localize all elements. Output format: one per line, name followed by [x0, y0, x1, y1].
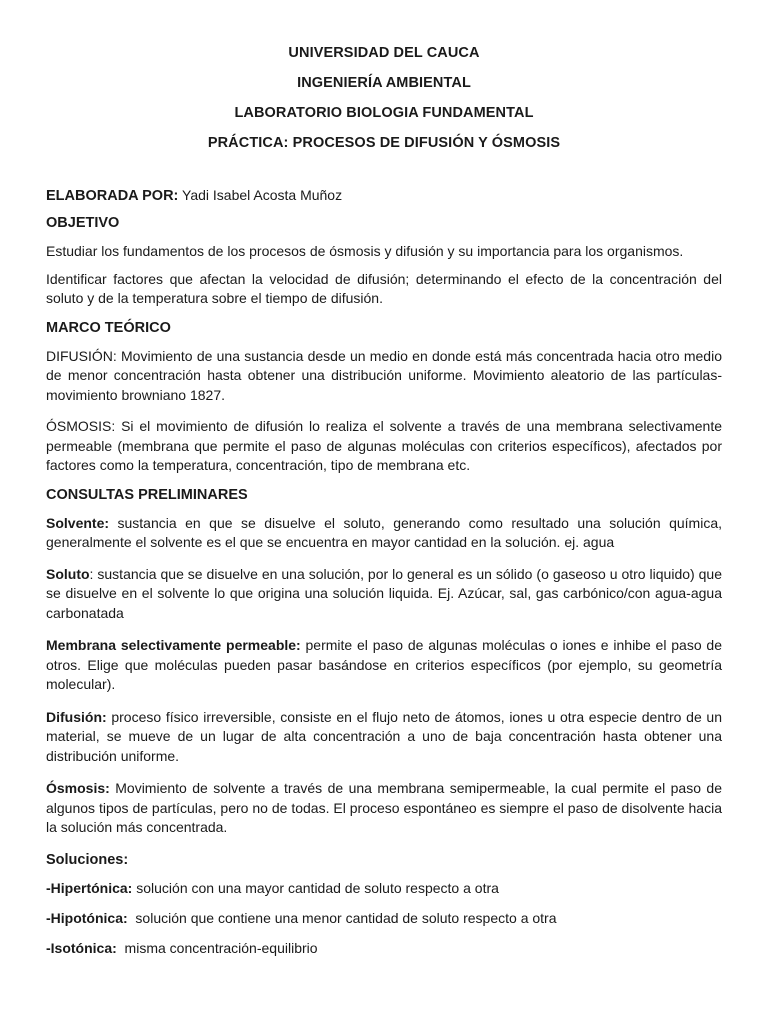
theory-paragraph-difusion: DIFUSIÓN: Movimiento de una sustancia desde un medio en donde está más concentrada hacia otro medio de menor concentración hasta obtener una distribución uniforme. Movimiento aleatorio de las partículas-movimiento browniano 1827. [46, 347, 722, 403]
lab-name: LABORATORIO BIOLOGIA FUNDAMENTAL [234, 105, 534, 121]
document-header [46, 44, 722, 152]
theory-paragraph-osmosis: ÓSMOSIS: Si el movimiento de difusión lo realiza el solvente a través de una membrana selectivamente permeable (membrana que permite el paso de algunas moléculas con criterios específicos), afectados por factores como la temperatura, concentración, tipo de membrana etc. [46, 418, 722, 473]
definition-term: Ósmosis: [46, 780, 110, 796]
objective-heading: OBJETIVO [46, 215, 120, 231]
solution-type-hipotonica [46, 909, 722, 928]
definition-term: Membrana selectivamente permeable: [46, 637, 301, 653]
solution-term: -Hipertónica: [46, 879, 133, 896]
definition-text: : sustancia que se disuelve en una solución, por lo general es un sólido (o gaseoso u otro liquido) que se disuelve en el solvente lo que origina una solución liquida. Ej. Azúcar, sal, gas carbónico/con agua-agua carbonatada [46, 565, 722, 621]
objective-paragraph-2: Identificar factores que afectan la velocidad de difusión; determinando el efecto de la concentración del soluto y de la temperatura sobre el tiempo de difusión. [46, 270, 722, 306]
objective-paragraph-1: Estudiar los fundamentos de los procesos de ósmosis y difusión y su importancia para los organismos. [46, 243, 684, 259]
definition-text: Movimiento de solvente a través de una membrana semipermeable, la cual permite el paso de algunos tipos de partículas, pero no de todas. El proceso espontáneo es siempre el paso de disolvente hacia la solución más concentrada. [46, 780, 722, 835]
solution-term: -Isotónica: [46, 939, 117, 956]
theory-heading: MARCO TEÓRICO [46, 319, 171, 336]
solution-text: misma concentración-equilibrio [116, 939, 318, 956]
definition-membrana [46, 636, 722, 695]
definition-difusion [46, 708, 722, 767]
program-name: INGENIERÍA AMBIENTAL [297, 75, 471, 91]
solution-term: -Hipotónica: [46, 909, 128, 926]
definition-soluto [46, 565, 722, 624]
solution-type-hipertonica [46, 879, 722, 898]
solution-text: solución con una mayor cantidad de soluto respecto a otra [132, 879, 499, 896]
author-label: ELABORADA POR: [46, 188, 179, 204]
solution-text: solución que contiene una menor cantidad de soluto respecto a otra [127, 909, 557, 926]
author-name: Yadi Isabel Acosta Muñoz [182, 187, 343, 203]
practice-title: PRÁCTICA: PROCESOS DE DIFUSIÓN Y ÓSMOSIS [207, 135, 561, 151]
definition-term: Difusión: [46, 708, 107, 725]
university-name: UNIVERSIDAD DEL CAUCA [288, 45, 480, 61]
consultas-heading: CONSULTAS PRELIMINARES [46, 486, 248, 503]
definition-text: permite el paso de algunas moléculas o iones e inhibe el paso de otros. Elige que moléculas pueden pasar basándose en criterios específicos (por ejemplo, su geometría molecular). [46, 637, 722, 692]
definition-text: sustancia en que se disuelve el soluto, generando como resultado una solución química, generalmente el solvente es el que se encuentra en mayor cantidad en la solución. ej. agua [46, 514, 722, 550]
definition-term: Solvente: [46, 514, 110, 531]
soluciones-heading: Soluciones: [46, 851, 129, 868]
definition-solvente [46, 514, 722, 553]
solution-type-isotonica [46, 939, 722, 958]
definition-text: proceso físico irreversible, consiste en el flujo neto de átomos, iones u otra especie dentro de un material, se mueve de un lugar de alta concentración a uno de baja concentración hasta obtener una distribución uniforme. [46, 708, 722, 764]
definition-osmosis [46, 779, 722, 838]
definition-term: Soluto [46, 565, 90, 582]
author-line [46, 186, 722, 206]
